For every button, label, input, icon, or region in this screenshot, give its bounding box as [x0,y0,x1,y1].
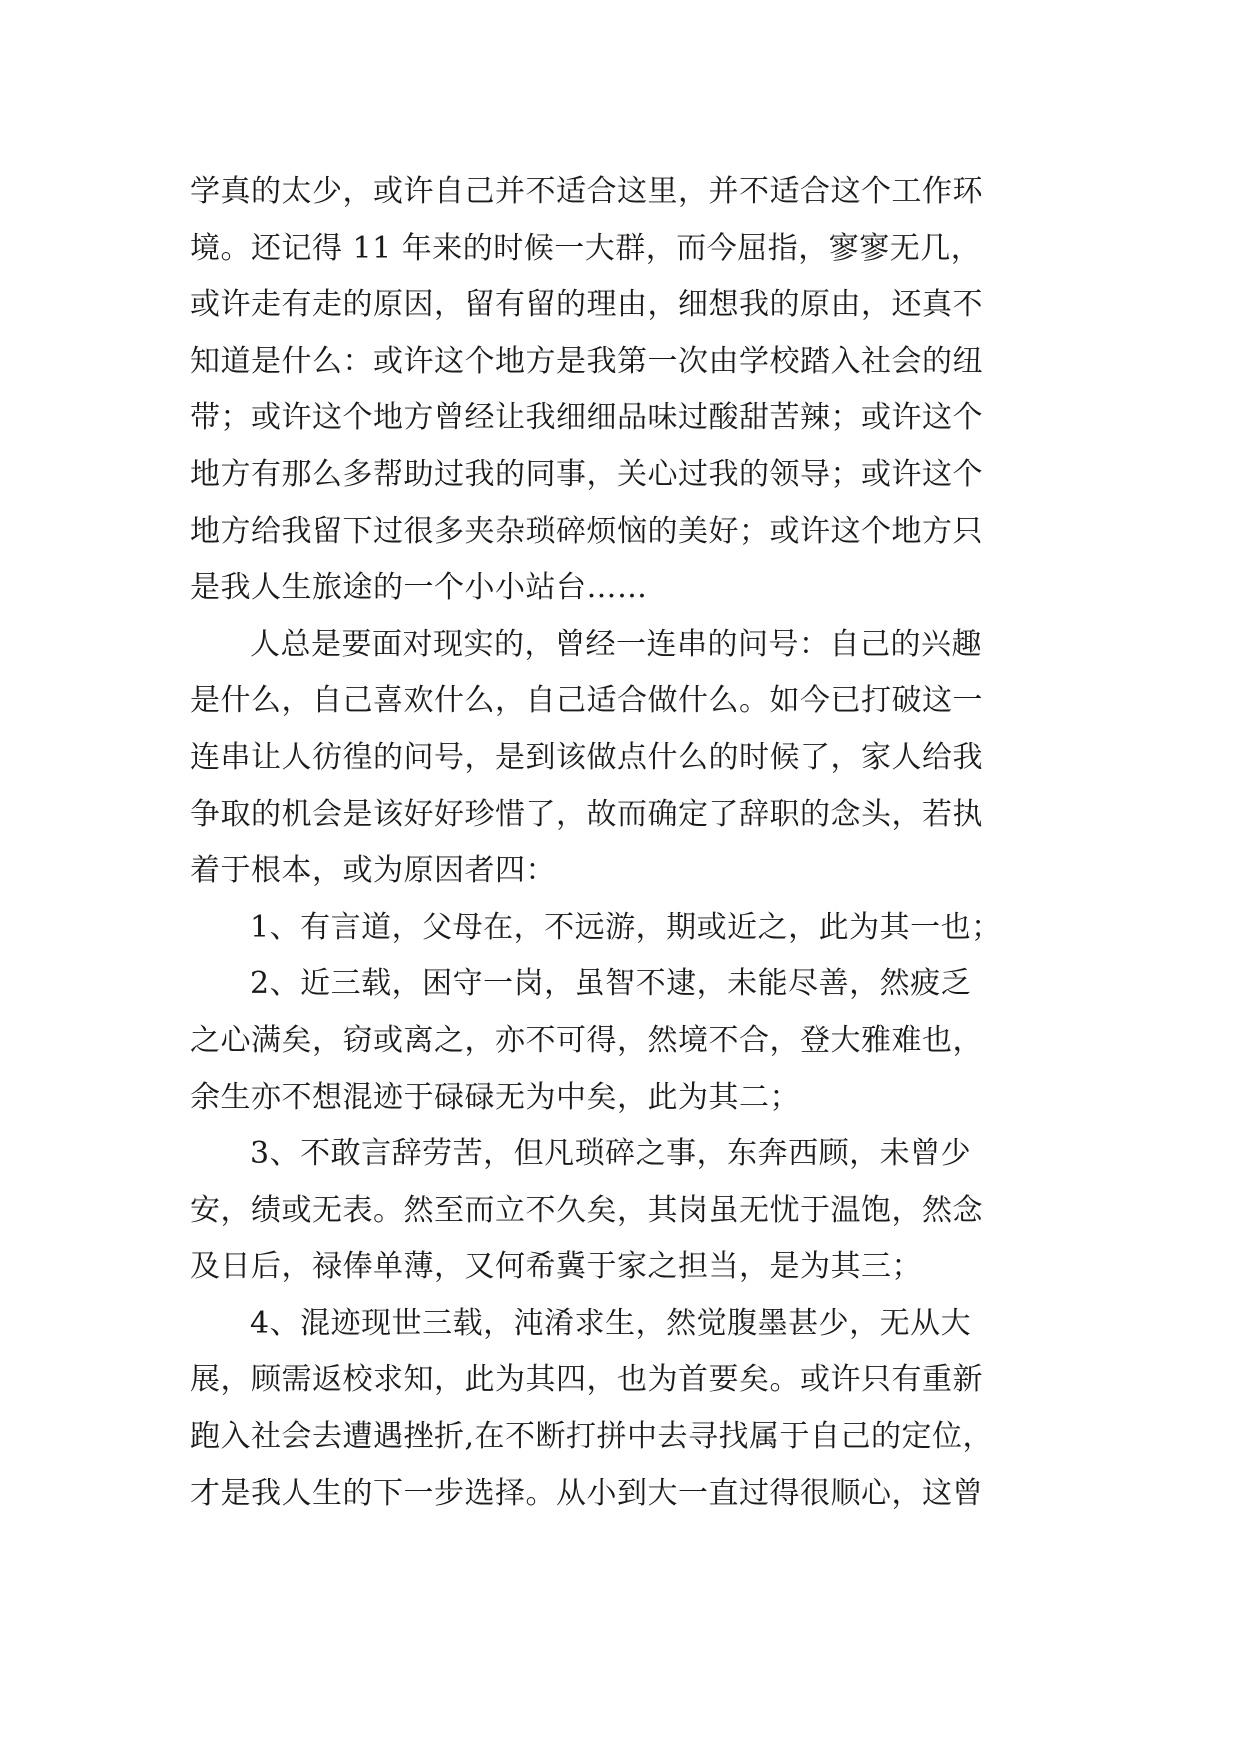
text-line: 人总是要面对现实的，曾经一连串的问号：自己的兴趣 [250,626,982,662]
text-line: 3、不敢言辞劳苦，但凡琐碎之事，东奔西顾，未曾少 [250,1136,972,1172]
text-line: 学真的太少，或许自己并不适合这里，并不适合这个工作环 [190,174,983,209]
text-line: 境。还记得 11 年来的时候一大群，而今屈指，寥寥无几， [190,230,982,266]
text-line: 之心满矣，窃或离之，亦不可得，然境不合，登大雅难也， [190,1022,983,1058]
text-line: 是什么，自己喜欢什么，自己适合做什么。如今已打破这一 [190,683,983,719]
text-line: 安，绩或无表。然至而立不久矣，其岗虽无忧于温饱，然念 [190,1192,983,1228]
text-line: 连串让人彷徨的问号，是到该做点什么的时候了，家人给我 [190,739,983,775]
text-line: 是我人生旅途的一个小小站台…… [190,570,648,606]
text-line: 展，顾需返校求知，此为其四，也为首要矣。或许只有重新 [190,1362,983,1398]
text-line: 地方有那么多帮助过我的同事，关心过我的领导；或许这个 [190,456,983,492]
text-line: 4、混迹现世三载，沌淆求生，然觉腹墨甚少，无从大 [250,1305,972,1341]
text-line: 或许走有走的原因，留有留的理由，细想我的原由，还真不 [190,287,983,323]
text-line: 知道是什么：或许这个地方是我第一次由学校踏入社会的纽 [190,343,983,379]
text-line: 地方给我留下过很多夹杂琐碎烦恼的美好；或许这个地方只 [190,513,983,549]
text-line: 着于根本，或为原因者四： [190,853,556,889]
text-line: 跑入社会去遭遇挫折,在不断打拼中去寻找属于自己的定位， [190,1419,994,1455]
text-line: 及日后，禄俸单薄，又何希冀于家之担当，是为其三； [190,1249,922,1285]
text-line: 才是我人生的下一步选择。从小到大一直过得很顺心，这曾 [190,1475,983,1511]
body-text [190,164,1070,1522]
text-line: 1、有言道，父母在，不远游，期或近之，此为其一也； [250,909,1002,945]
text-line: 争取的机会是该好好珍惜了，故而确定了辞职的念头，若执 [190,796,983,832]
text-line: 带；或许这个地方曾经让我细细品味过酸甜苦辣；或许这个 [190,400,983,436]
text-line: 2、近三载，困守一岗，虽智不逮，未能尽善，然疲乏 [250,966,972,1002]
text-line: 余生亦不想混迹于碌碌无为中矣，此为其二； [190,1079,800,1115]
